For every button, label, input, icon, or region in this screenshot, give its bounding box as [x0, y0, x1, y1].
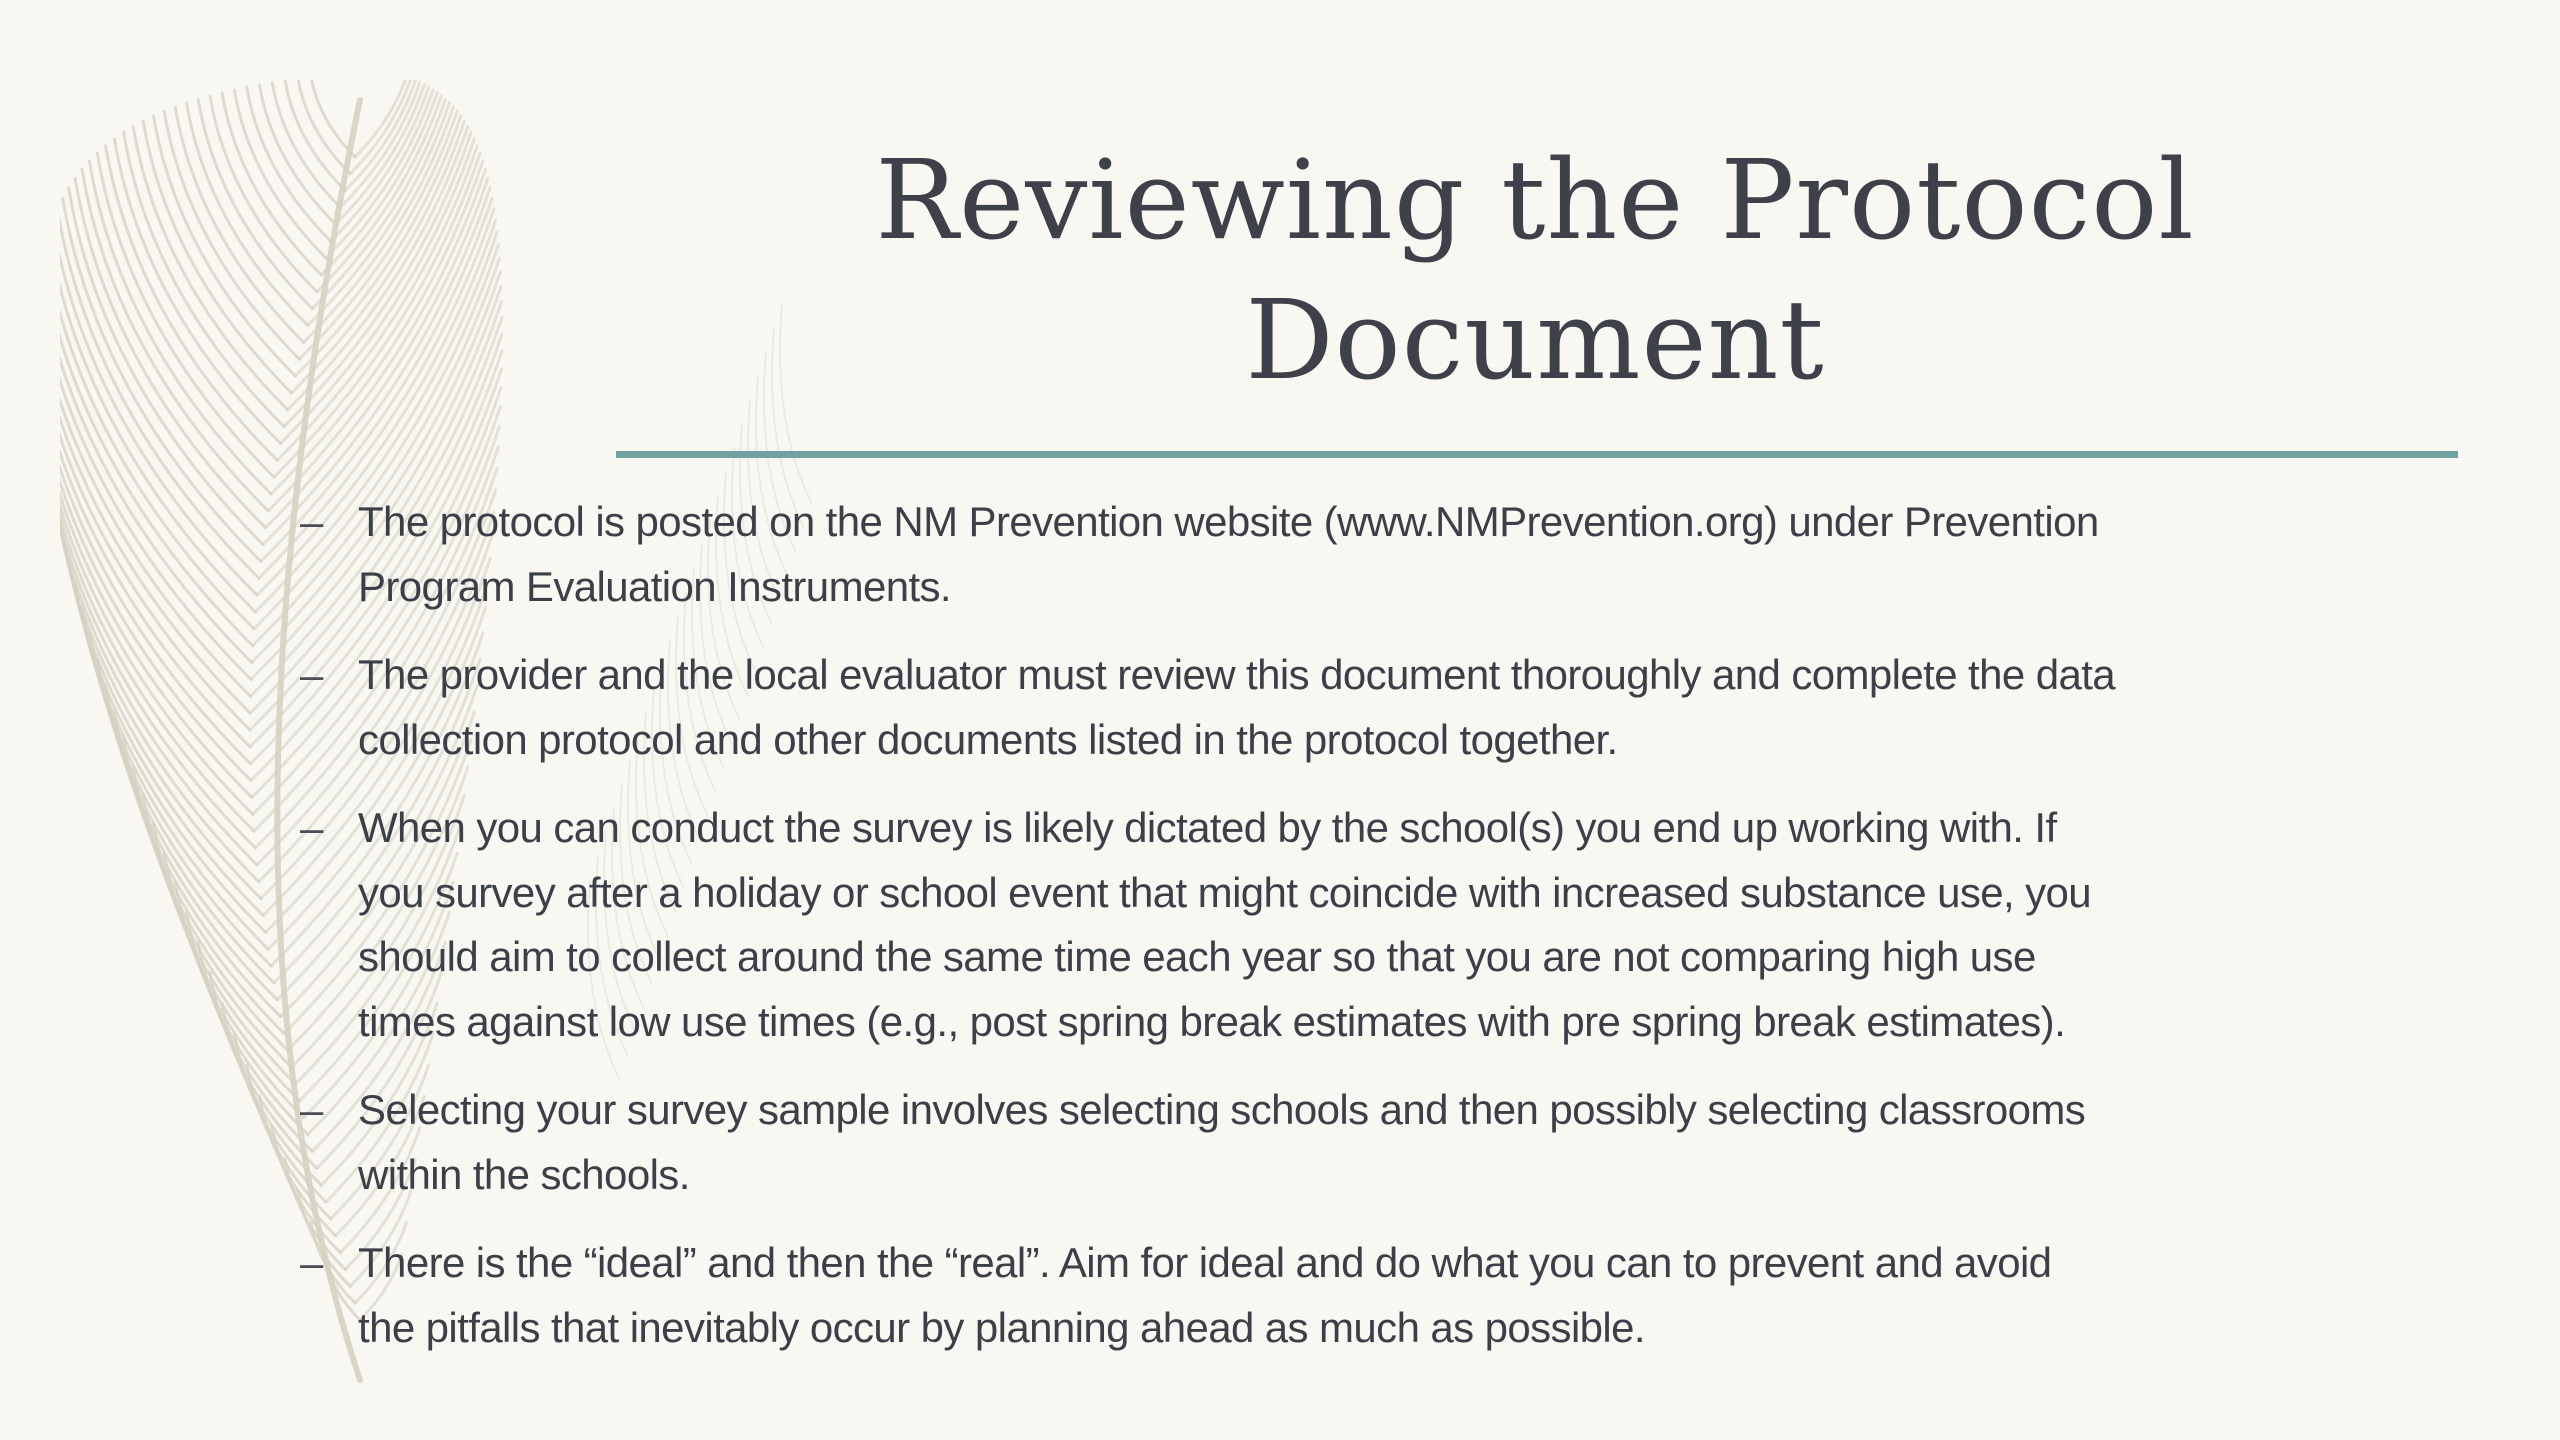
dash-bullet-icon: –: [300, 498, 324, 545]
bullet-text: There is the “ideal” and then the “real”. Aim for ideal and do what you can to prevent and avoid: [358, 1239, 2052, 1286]
bullet-text: Selecting your survey sample involves selecting schools and then possibly selecting classrooms: [358, 1086, 2086, 1133]
dash-bullet-icon: –: [300, 1086, 324, 1133]
bullet-text: When you can conduct the survey is likely dictated by the school(s) you end up working with. If: [358, 804, 2057, 851]
dash-bullet-icon: –: [300, 1239, 324, 1286]
bullet-text: the pitfalls that inevitably occur by planning ahead as much as possible.: [358, 1303, 1645, 1351]
bullet-item: [300, 796, 2540, 1054]
bullet-text: times against low use times (e.g., post spring break estimates with pre spring break estimates).: [358, 997, 2066, 1045]
slide-title: [700, 130, 2370, 410]
bullet-text: The provider and the local evaluator must review this document thoroughly and complete the data: [358, 651, 2116, 698]
bullet-item: [300, 643, 2540, 772]
bullet-item: [300, 1231, 2540, 1360]
bullet-item: [300, 1078, 2540, 1207]
bullet-text: you survey after a holiday or school event that might coincide with increased substance use, you: [358, 868, 2092, 916]
dash-bullet-icon: –: [300, 651, 324, 698]
bullet-text: The protocol is posted on the NM Prevention website (www.NMPrevention.org) under Prevention: [358, 498, 2099, 545]
title-divider: [616, 451, 2458, 458]
title-line-2: Document: [1245, 276, 1825, 404]
bullet-list: [300, 490, 2540, 1384]
bullet-text: Program Evaluation Instruments.: [358, 562, 952, 610]
bullet-text: should aim to collect around the same time each year so that you are not comparing high use: [358, 933, 2036, 980]
bullet-item: [300, 490, 2540, 619]
bullet-text: within the schools.: [358, 1150, 690, 1198]
dash-bullet-icon: –: [300, 804, 324, 851]
bullet-text: collection protocol and other documents listed in the protocol together.: [358, 715, 1618, 763]
title-line-1: Reviewing the Protocol: [875, 136, 2195, 264]
